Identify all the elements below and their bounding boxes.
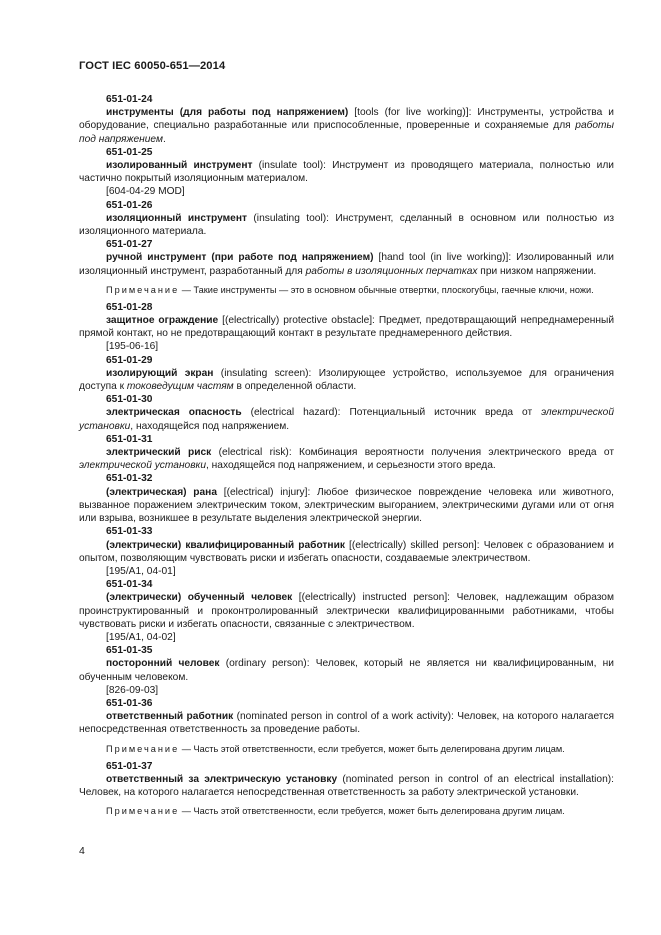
note-text: Часть этой ответственности, если требуется, может быть делегирована другим лицам. — [193, 743, 565, 754]
term-english: [(electrical) injury]: — [217, 486, 318, 498]
term-number: 651-01-34 — [106, 579, 153, 591]
term-english: [tools (for live working)]: — [348, 107, 478, 119]
note-text: Такие инструменты — это в основном обычные отвертки, плоскогубцы, гаечные ключи, ножи. — [193, 284, 594, 295]
term-entry — [79, 301, 614, 354]
definition-text: Изолирующее устройство, используемое для ограничения доступа к — [79, 367, 615, 393]
term-name: электрический риск — [106, 447, 212, 459]
term-name: посторонний человек — [106, 658, 220, 670]
term-definition — [79, 251, 614, 277]
definition-text: Человек, на которого налагается непосредственная ответственность за работу электрической установки. — [79, 786, 579, 798]
term-name: изоляционный инструмент — [106, 212, 247, 224]
term-number: 651-01-30 — [106, 394, 153, 406]
term-name: (электрически) квалифицированный работник — [106, 539, 345, 551]
definition-italic-ref: токоведущим частям — [126, 381, 234, 393]
definition-text: Комбинация вероятности получения электрического вреда от — [299, 447, 615, 459]
definition-text: Изолированный или изоляционный инструмент, разработанный для — [79, 252, 614, 277]
term-entry — [79, 697, 614, 755]
term-name: ответственный работник — [106, 711, 234, 723]
term-definition — [79, 446, 614, 472]
term-entry — [79, 472, 614, 525]
term-english: (nominated person in control of a work activity): — [233, 711, 458, 723]
term-number: 651-01-29 — [106, 354, 153, 366]
term-number: 651-01-33 — [106, 526, 153, 538]
term-english: (insulate tool): — [252, 160, 333, 172]
definition-italic-ref: электрической установки — [79, 407, 614, 432]
term-english: (nominated person in control of an electrical installation): — [337, 773, 614, 785]
definition-text: Человек, надлежащим образом проинструктированный и проконтролированный электрически квалифицированными работниками, чтобы чувствовать риски и избегать опасности, связанные с электричеством. — [79, 592, 614, 630]
note-text: Часть этой ответственности, если требуется, может быть делегирована другим лицам. — [193, 806, 565, 817]
definition-text: при низком напряжении. — [477, 265, 597, 277]
term-english: (electrical risk): — [211, 447, 300, 459]
definition-text: Человек, который не является ни квалифицированным, ни обученным человеком. — [79, 658, 614, 683]
term-source-ref: [195/A1, 04-02] — [106, 631, 176, 643]
definition-text: Потенциальный источник вреда от — [349, 407, 542, 419]
term-definition — [79, 486, 614, 526]
note-label: Примечание — [106, 284, 180, 295]
term-number: 651-01-26 — [106, 199, 153, 211]
term-source-ref: [195-06-16] — [106, 341, 159, 353]
term-name: защитное ограждение — [106, 315, 219, 327]
definition-text: Инструмент из проводящего материала, полностью или частично покрытый изоляционным материалом. — [79, 160, 614, 185]
term-english: [(electrically) skilled person]: — [344, 539, 484, 551]
term-english: [(electrically) protective obstacle]: — [218, 315, 379, 327]
term-number: 651-01-31 — [106, 433, 153, 445]
term-name: (электрическая) рана — [106, 486, 217, 498]
term-definition — [79, 657, 614, 683]
term-number: 651-01-28 — [106, 301, 153, 313]
term-number: 651-01-37 — [106, 760, 153, 772]
definition-italic-ref: работы в изоляционных перчатках — [305, 265, 478, 277]
definition-text: , находящейся под напряжением, и серьезности этого вреда. — [206, 460, 496, 472]
term-definition — [79, 159, 614, 185]
term-entry — [79, 199, 614, 239]
definition-text: Инструмент, сделанный в основном или полностью из изоляционного материала. — [79, 212, 615, 238]
definition-italic-ref: электрической установки — [79, 460, 207, 472]
note-dash: — — [179, 743, 194, 754]
term-note — [79, 284, 614, 296]
definition-text: Предмет, предотвращающий непреднамеренный прямой контакт, но не предотвращающий контакт в результате преднамеренного действия. — [79, 315, 615, 340]
note-label: Примечание — [106, 806, 180, 817]
term-number: 651-01-32 — [106, 473, 153, 485]
term-definition — [79, 406, 614, 432]
term-entry — [79, 93, 614, 146]
term-number: 651-01-27 — [106, 239, 153, 251]
term-name: изолированный инструмент — [106, 160, 253, 172]
term-definition — [79, 539, 614, 565]
term-note — [79, 805, 614, 817]
definition-text: Человек с образованием и опытом, позволяющим чувствовать риски и избегать опасности, создаваемые электричеством. — [79, 539, 614, 564]
term-number: 651-01-35 — [106, 645, 153, 657]
term-definition — [79, 591, 614, 631]
definition-text: в определенной области. — [233, 381, 357, 393]
term-entry — [79, 578, 614, 644]
definition-italic-ref: работы под напряжением — [79, 120, 614, 145]
term-entry — [79, 393, 614, 433]
term-name: ручной инструмент (при работе под напряжением) — [106, 252, 374, 264]
document-body — [79, 93, 614, 822]
term-english: [(electrically) instructed person]: — [292, 592, 457, 604]
term-english: [hand tool (in live working)]: — [373, 252, 517, 264]
definition-text: Любое физическое повреждение человека или животного, вызванное поражением электрическим током, электрическим выгоранием, электрическими дугами или от огня или взрыва, возникшее в результате выделения электрической энергии. — [79, 486, 614, 525]
term-name: изолирующий экран — [106, 367, 214, 379]
term-source-ref: [826-09-03] — [106, 684, 159, 696]
note-label: Примечание — [106, 743, 180, 754]
term-entry — [79, 760, 614, 818]
definition-text: , находящейся под напряжением. — [130, 420, 290, 432]
note-dash: — — [179, 806, 194, 817]
term-english: (ordinary person): — [219, 658, 316, 670]
term-source-ref: [604-04-29 MOD] — [106, 186, 185, 198]
term-english: (insulating screen): — [213, 367, 319, 379]
term-number: 651-01-24 — [106, 94, 153, 105]
definition-text: Человек, на которого налагается непосредственная ответственность за проведение работы. — [79, 711, 614, 736]
term-source-ref: [195/A1, 04-01] — [106, 565, 176, 577]
term-name: электрическая опасность — [106, 407, 242, 419]
term-definition — [79, 314, 614, 340]
term-entry — [79, 238, 614, 296]
term-english: (insulating tool): — [246, 212, 336, 224]
term-number: 651-01-25 — [106, 146, 153, 158]
definition-text: Инструменты, устройства и оборудование, специально разработанные или приспособленные, проверенные и сохраняемые для — [79, 107, 614, 132]
term-entry — [79, 644, 614, 697]
term-entry — [79, 525, 614, 578]
term-definition — [79, 106, 614, 146]
term-english: (electrical hazard): — [241, 407, 350, 419]
definition-text: . — [162, 133, 166, 145]
term-definition — [79, 212, 614, 238]
term-name: (электрически) обученный человек — [106, 592, 293, 604]
term-name: инструменты (для работы под напряжением) — [106, 107, 349, 119]
term-definition — [79, 710, 614, 736]
note-dash: — — [179, 284, 194, 295]
term-entry — [79, 146, 614, 199]
term-entry — [79, 433, 614, 473]
document-header: ГОСТ IEC 60050-651—2014 — [79, 60, 226, 72]
term-name: ответственный за электрическую установку — [106, 773, 338, 785]
term-note — [79, 743, 614, 755]
page-number: 4 — [79, 845, 85, 857]
term-definition — [79, 773, 614, 799]
term-number: 651-01-36 — [106, 697, 153, 709]
term-definition — [79, 367, 614, 393]
term-entry — [79, 354, 614, 394]
